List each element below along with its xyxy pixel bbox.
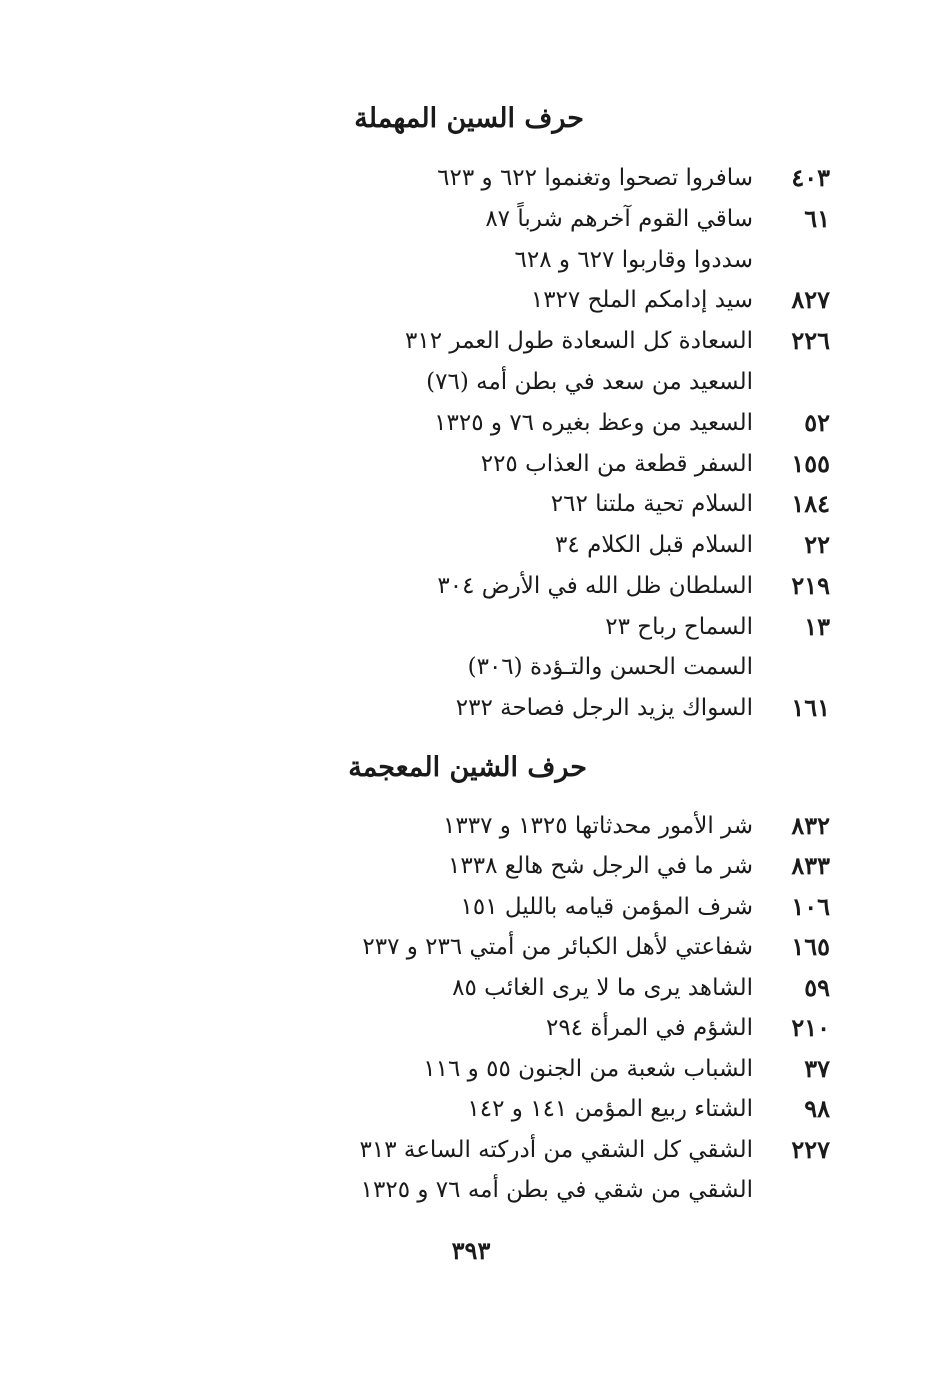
list-item — [270, 199, 830, 239]
entry-number: ١٦٥ — [791, 932, 830, 961]
entry-number: ٢١٩ — [791, 571, 830, 600]
entry-text: السمت الحسن والتـؤدة (٣٠٦) — [467, 654, 753, 680]
entry-number: ١٥٥ — [791, 449, 830, 478]
entry-number: ٢٢ — [804, 530, 830, 559]
list-item — [270, 1170, 830, 1210]
entry-text: سافروا تصحوا وتغنموا ٦٢٢ و ٦٢٣ — [437, 165, 753, 191]
entry-text: السفر قطعة من العذاب ٢٢٥ — [480, 451, 753, 477]
entry-text: سيد إدامكم الملح ١٣٢٧ — [530, 287, 753, 313]
list-item — [270, 444, 830, 484]
list-item — [270, 647, 830, 687]
entry-text: السعادة كل السعادة طول العمر ٣١٢ — [405, 328, 753, 354]
entry-number: ٥٢ — [804, 408, 830, 437]
list-item — [270, 968, 830, 1008]
entry-text: السعيد من وعظ بغيره ٧٦ و ١٣٢٥ — [434, 410, 753, 436]
list-item — [270, 158, 830, 198]
entry-number: ٨٢٧ — [791, 285, 830, 314]
entry-text: الشباب شعبة من الجنون ٥٥ و ١١٦ — [423, 1056, 753, 1082]
entry-text: الشقي من شقي في بطن أمه ٧٦ و ١٣٢٥ — [360, 1177, 753, 1203]
entry-text: الشؤم في المرأة ٢٩٤ — [545, 1015, 753, 1041]
entry-text: شر ما في الرجل شح هالع ١٣٣٨ — [448, 853, 753, 879]
entry-number: ٢٢٦ — [791, 326, 830, 355]
page-number: ٣٩٣ — [451, 1236, 491, 1265]
list-item — [270, 927, 830, 967]
entry-number: ٨٣٢ — [791, 811, 830, 840]
list-item — [270, 1089, 830, 1129]
section-title-sheen: حرف الشين المعجمة — [348, 752, 587, 783]
entry-text: السلطان ظل الله في الأرض ٣٠٤ — [437, 573, 753, 599]
entry-number: ٣٧ — [804, 1054, 830, 1083]
entry-text: شر الأمور محدثاتها ١٣٢٥ و ١٣٣٧ — [443, 813, 753, 839]
list-item — [270, 525, 830, 565]
list-item — [270, 362, 830, 402]
entry-text: السواك يزيد الرجل فصاحة ٢٣٢ — [455, 695, 753, 721]
entry-number: ٦١ — [804, 204, 830, 233]
list-item — [270, 1049, 830, 1089]
section-title-seen: حرف السين المهملة — [354, 103, 584, 134]
entry-number: ٤٠٣ — [791, 163, 830, 192]
list-item — [270, 1008, 830, 1048]
list-item — [270, 607, 830, 647]
entry-number: ٢١٠ — [791, 1013, 830, 1042]
entry-number: ١٨٤ — [791, 489, 830, 518]
entry-text: السلام تحية ملتنا ٢٦٢ — [550, 491, 753, 517]
entry-number: ٢٢٧ — [791, 1135, 830, 1164]
entry-number: ٥٩ — [804, 973, 830, 1002]
list-item — [270, 1130, 830, 1170]
entry-text: شرف المؤمن قيامه بالليل ١٥١ — [460, 894, 753, 920]
entry-text: السعيد من سعد في بطن أمه (٧٦) — [426, 369, 753, 395]
list-item — [270, 566, 830, 606]
entry-text: ساقي القوم آخرهم شرباً ٨٧ — [485, 206, 753, 232]
entry-text: سددوا وقاربوا ٦٢٧ و ٦٢٨ — [514, 247, 753, 273]
list-item — [270, 887, 830, 927]
list-item — [270, 403, 830, 443]
list-item — [270, 280, 830, 320]
list-item — [270, 321, 830, 361]
list-item — [270, 688, 830, 728]
entry-text: الشقي كل الشقي من أدركته الساعة ٣١٣ — [359, 1137, 753, 1163]
entry-number: ١٠٦ — [791, 892, 830, 921]
list-item — [270, 240, 830, 280]
entry-number: ١٣ — [804, 612, 830, 641]
entry-text: السلام قبل الكلام ٣٤ — [555, 532, 753, 558]
list-item — [270, 846, 830, 886]
list-item — [270, 484, 830, 524]
entry-number: ٨٣٣ — [791, 851, 830, 880]
entry-number: ١٦١ — [791, 693, 830, 722]
entry-text: الشتاء ربيع المؤمن ١٤١ و ١٤٢ — [467, 1096, 753, 1122]
entry-text: السماح رباح ٢٣ — [605, 614, 753, 640]
entry-text: الشاهد يرى ما لا يرى الغائب ٨٥ — [452, 975, 753, 1001]
entry-number: ٩٨ — [804, 1094, 830, 1123]
entry-text: شفاعتي لأهل الكبائر من أمتي ٢٣٦ و ٢٣٧ — [362, 934, 753, 960]
list-item — [270, 806, 830, 846]
